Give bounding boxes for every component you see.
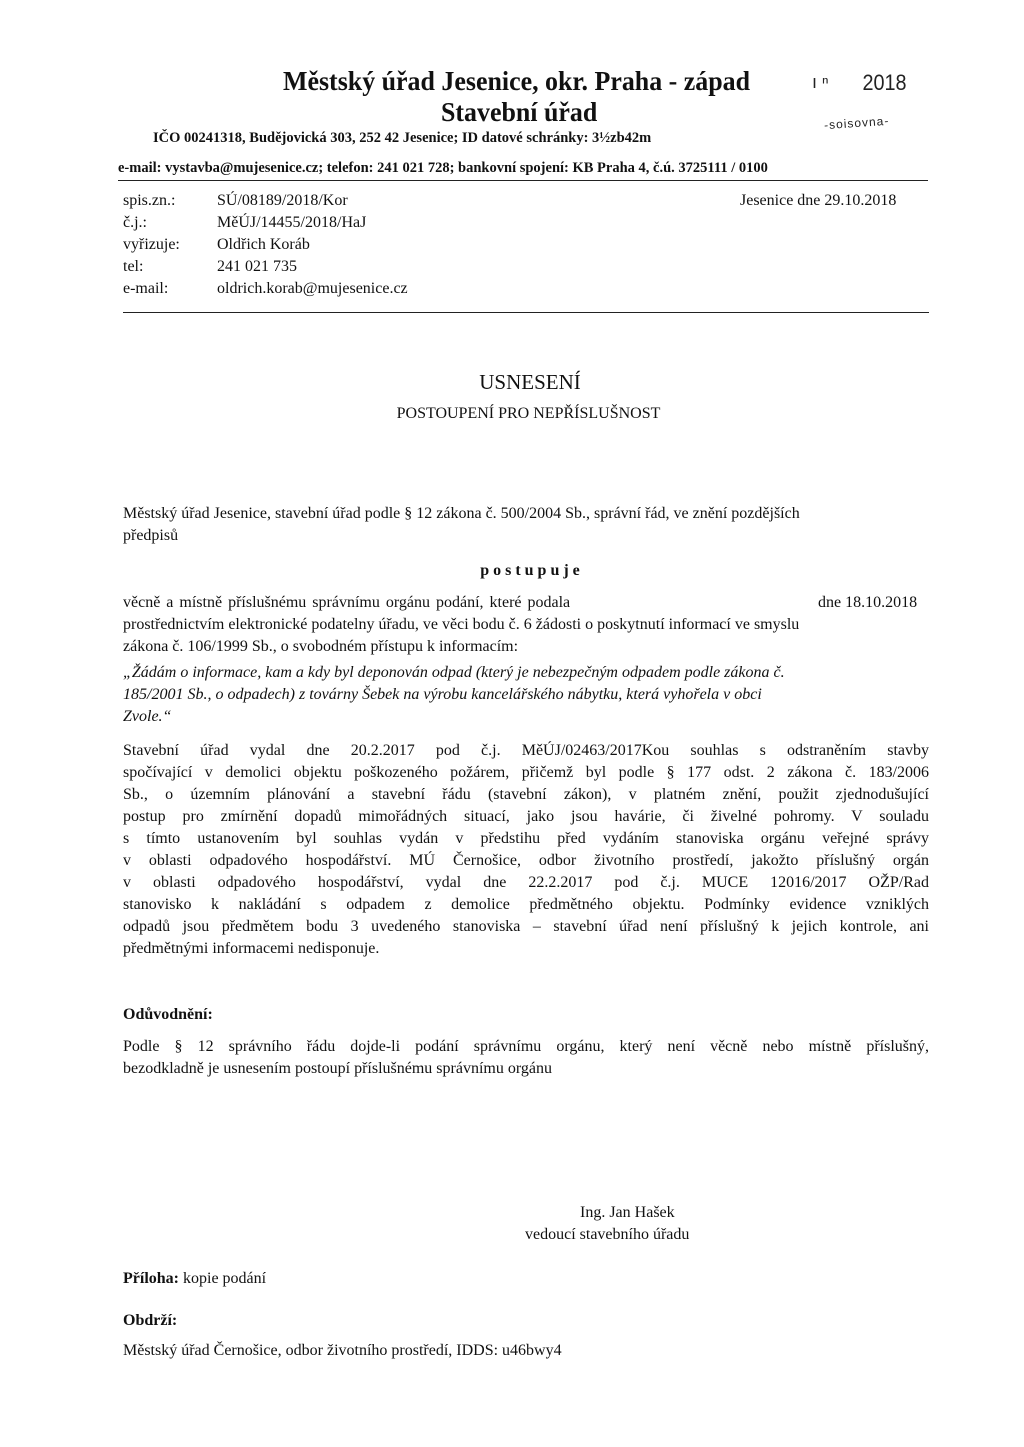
p1-line-d: zákona č. 106/1999 Sb., o svobodném přístupu k informacím:	[123, 638, 519, 655]
recipients-label: Obdrží:	[123, 1312, 178, 1329]
p2-line-5: s tímto ustanovením byl souhlas vydán v předstihu před vydáním stanoviska orgánu veřejné správy	[123, 830, 929, 847]
spis-value: SÚ/08189/2018/Kor	[217, 192, 348, 209]
p1-line-c: prostřednictvím elektronické podatelny úřadu, ve věci bodu č. 6 žádosti o poskytnutí informací ve smyslu	[123, 616, 800, 633]
document-title: USNESENÍ	[479, 370, 581, 394]
reason-line-2: bezodkladně je usnesením postoupí příslušnému správnímu orgánu	[123, 1060, 552, 1077]
recipient-item: Městský úřad Černošice, odbor životního prostředí, IDDS: u46bwy4	[123, 1342, 562, 1359]
intro-text-c: předpisů	[123, 527, 179, 544]
signature-role: vedoucí stavebního úřadu	[525, 1226, 690, 1243]
stamp-year: 2018	[862, 70, 907, 95]
cj-label: č.j.:	[123, 214, 147, 231]
quote-line-1: „Žádám o informace, kam a kdy byl deponován odpad (který je nebezpečným odpadem podle zákona č.	[123, 664, 785, 681]
p2-line-9: odpadů jsou předmětem bodu 3 uvedeného stanoviska – stavební úřad není příslušný k jejich kontrole, ani	[123, 918, 929, 935]
document-subtitle: POSTOUPENÍ PRO NEPŘÍSLUŠNOST	[396, 405, 661, 422]
department-title: Stavební úřad	[441, 97, 598, 127]
spis-label: spis.zn.:	[123, 192, 176, 209]
cj-value: MěÚJ/14455/2018/HaJ	[217, 214, 367, 231]
ico-line: IČO 00241318, Budějovická 303, 252 42 Jesenice; ID datové schránky: 3½zb42m	[153, 130, 652, 146]
intro-text-a: Městský úřad Jesenice, stavební úřad podle	[123, 505, 401, 522]
tel-value: 241 021 735	[217, 258, 297, 275]
p2-line-7: v oblasti odpadového hospodářství, vydal dne 22.2.2017 pod č.j. MUCE 12016/2017 OŽP/Rad	[123, 874, 929, 891]
document-date: Jesenice dne 29.10.2018	[740, 192, 897, 209]
quote-block	[123, 662, 929, 728]
vyrizuje-label: vyřizuje:	[123, 236, 180, 253]
p2-line-4: postup pro zmírnění dopadů mimořádných situací, jako jsou havárie, či živelné pohromy. V souladu	[123, 808, 929, 825]
email-label: e-mail:	[123, 280, 169, 297]
header-divider	[118, 180, 928, 181]
p2-line-10: předmětnými informacemi nedisponuje.	[123, 940, 380, 957]
stamp-label: -soisovna-	[823, 113, 890, 133]
vyrizuje-value: Oldřich Koráb	[217, 236, 310, 253]
reason-paragraph	[123, 1036, 929, 1080]
office-title: Městský úřad Jesenice, okr. Praha - západ	[283, 66, 751, 96]
stamp-mark: ı ⁿ	[812, 72, 829, 92]
p2-line-6: v oblasti odpadového hospodářství. MÚ Černošice, odbor životního prostředí, jakožto příslušný orgán	[123, 852, 929, 869]
reason-heading: Odůvodnění:	[123, 1006, 213, 1023]
quote-line-3: Zvole.“	[123, 708, 172, 725]
attachment-line: Příloha: kopie podání	[123, 1270, 267, 1287]
verb-heading: p o s t u p u j e	[480, 562, 580, 579]
p2-line-8: stanovisko k nakládání s odpadem z demolice předmětného objektu. Podmínky evidence vzniklých	[123, 896, 929, 913]
intro-paragraph	[123, 503, 929, 547]
reason-line-1: Podle § 12 správního řádu dojde-li podání správnímu orgánu, který není věcně nebo místně příslušný,	[123, 1038, 929, 1055]
intro-text-b: 12 zákona č. 500/2004 Sb., správní řád, ve znění pozdějších	[416, 505, 800, 522]
p1-line-b: dne 18.10.2018	[818, 594, 918, 611]
p2-line-2: spočívající v demolici objektu poškozeného požárem, přičemž byl podle § 177 odst. 2 zákona č. 183/2006	[123, 764, 930, 781]
p1-paragraph	[123, 614, 929, 658]
contact-line: e-mail: vystavba@mujesenice.cz; telefon: 241 021 728; bankovní spojení: KB Praha 4, č.ú. 3725111 / 0100	[118, 160, 768, 176]
tel-label: tel:	[123, 258, 144, 275]
p1-line-a: věcně a místně příslušnému správnímu orgánu podání, které podala	[123, 594, 571, 611]
meta-divider	[123, 312, 929, 313]
quote-line-2: 185/2001 Sb., o odpadech) z továrny Šebek na výrobu kancelářského nábytku, která vyhořela v obci	[123, 686, 762, 703]
section-sign: §	[404, 505, 413, 522]
p2-line-3: Sb., o územním plánování a stavební řádu (stavební zákon), v platném znění, použit zjednodušující	[123, 786, 929, 803]
signature-name: Ing. Jan Hašek	[580, 1204, 675, 1221]
p2-line-1: Stavební úřad vydal dne 20.2.2017 pod č.j. MěÚJ/02463/2017Kou souhlas s odstraněním stavby	[123, 742, 929, 759]
p2-paragraph	[123, 740, 929, 938]
email-value: oldrich.korab@mujesenice.cz	[217, 280, 408, 297]
